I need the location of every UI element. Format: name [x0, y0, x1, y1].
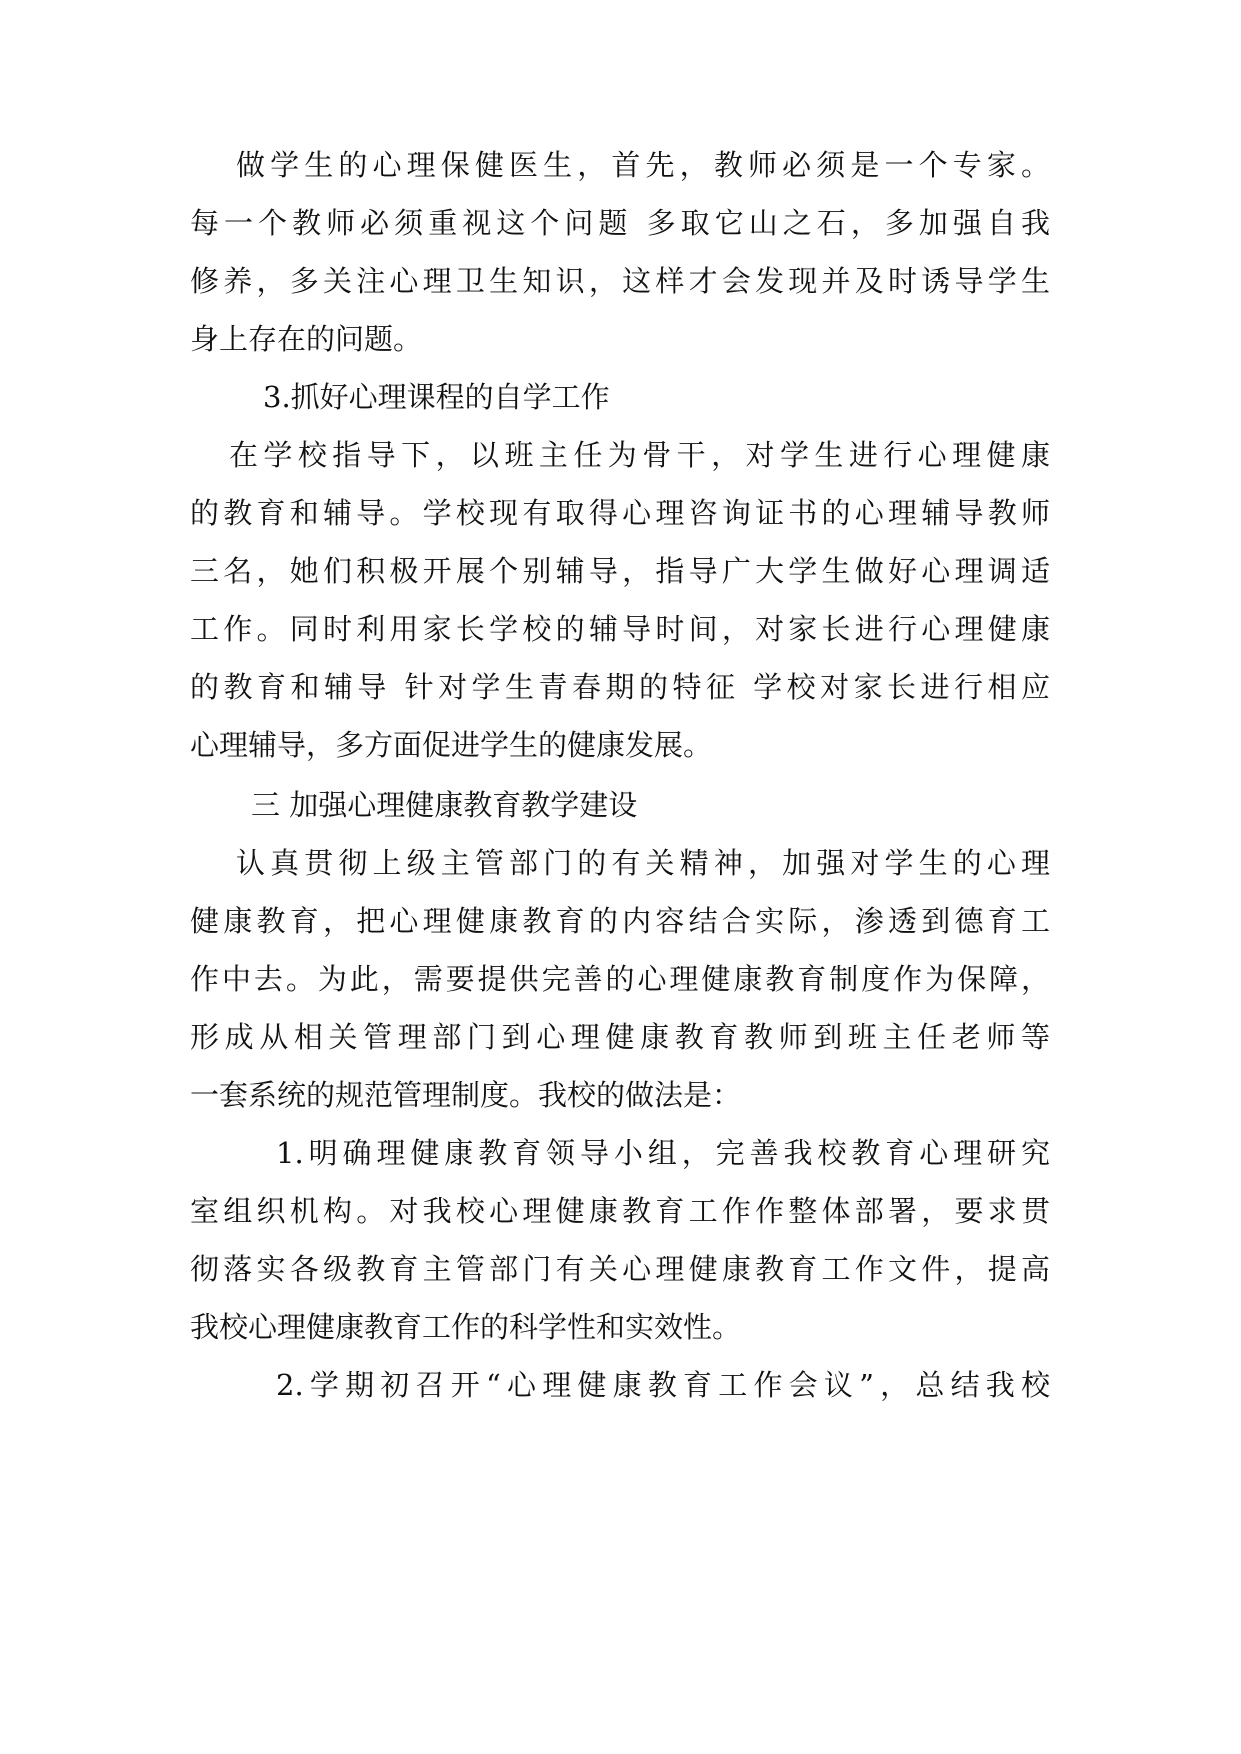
paragraph-line-8: 工作。同时利用家长学校的辅导时间，对家长进行心理健康 [190, 612, 1050, 646]
paragraph-line-19: 我校心理健康教育工作的科学性和实效性。 [190, 1310, 742, 1344]
paragraph-line-13: 作中去。为此，需要提供完善的心理健康教育制度作为保障， [190, 962, 1050, 996]
paragraph-line-9: 的教育和辅导 针对学生青春期的特征 学校对家长进行相应 [190, 670, 1050, 704]
paragraph-line-7: 三名，她们积极开展个别辅导，指导广大学生做好心理调适 [190, 554, 1050, 588]
paragraph-line-16: 1.明确理健康教育领导小组，完善我校教育心理研究 [276, 1136, 1050, 1170]
paragraph-line-12: 健康教育，把心理健康教育的内容结合实际，渗透到德育工 [190, 904, 1050, 938]
paragraph-line-3: 修养，多关注心理卫生知识，这样才会发现并及时诱导学生 [190, 264, 1050, 298]
section-heading-3: 3.抓好心理课程的自学工作 [263, 380, 610, 414]
paragraph-line-20: 2.学期初召开“心理健康教育工作会议”，总结我校 [276, 1368, 1050, 1402]
section-heading-three: 三 加强心理健康教育教学建设 [251, 788, 638, 822]
paragraph-line-2: 每一个教师必须重视这个问题 多取它山之石，多加强自我 [190, 206, 1050, 240]
paragraph-line-18: 彻落实各级教育主管部门有关心理健康教育工作文件，提高 [190, 1252, 1050, 1286]
paragraph-line-1: 做学生的心理保健医生，首先，教师必须是一个专家。 [236, 148, 1050, 182]
paragraph-line-11: 认真贯彻上级主管部门的有关精神，加强对学生的心理 [236, 846, 1050, 880]
paragraph-line-17: 室组织机构。对我校心理健康教育工作作整体部署，要求贯 [190, 1194, 1050, 1228]
paragraph-line-4: 身上存在的问题。 [190, 322, 423, 356]
paragraph-line-10: 心理辅导，多方面促进学生的健康发展。 [190, 728, 713, 762]
paragraph-line-5: 在学校指导下，以班主任为骨干，对学生进行心理健康 [229, 438, 1050, 472]
paragraph-line-6: 的教育和辅导。学校现有取得心理咨询证书的心理辅导教师 [190, 496, 1050, 530]
paragraph-line-14: 形成从相关管理部门到心理健康教育教师到班主任老师等 [190, 1020, 1050, 1054]
paragraph-line-15: 一套系统的规范管理制度。我校的做法是： [190, 1078, 742, 1112]
